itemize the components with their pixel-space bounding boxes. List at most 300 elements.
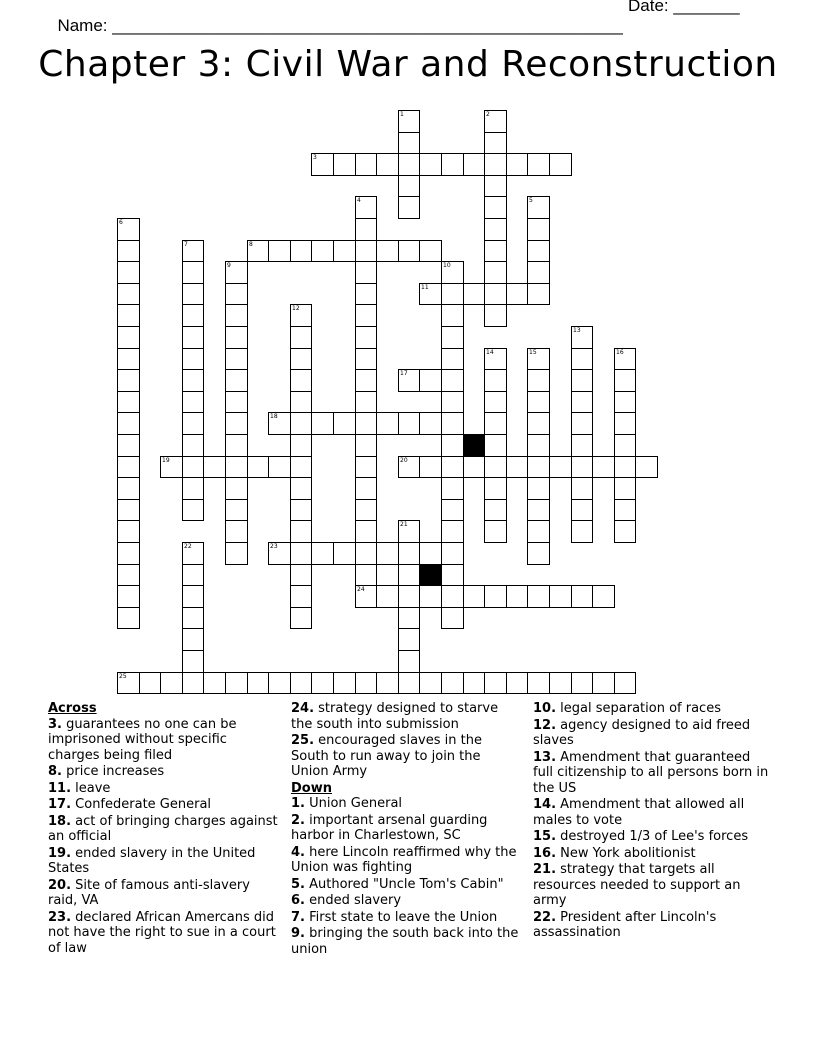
clue-item bbox=[533, 846, 773, 862]
grid-cell[interactable] bbox=[182, 412, 204, 435]
grid-cell[interactable] bbox=[117, 477, 140, 500]
grid-cell[interactable] bbox=[571, 672, 593, 694]
grid-cell[interactable] bbox=[484, 477, 507, 500]
grid-cell[interactable] bbox=[333, 240, 356, 262]
grid-cell[interactable] bbox=[225, 391, 248, 413]
grid-cell[interactable] bbox=[441, 261, 464, 284]
clue-item-number: 25. bbox=[291, 733, 315, 748]
grid-cell[interactable] bbox=[117, 564, 140, 586]
grid-cell[interactable] bbox=[182, 369, 204, 392]
grid-cell[interactable] bbox=[484, 672, 507, 694]
grid-cell[interactable] bbox=[203, 672, 226, 694]
grid-cell[interactable] bbox=[182, 326, 204, 349]
grid-cell[interactable] bbox=[117, 585, 140, 608]
clue-item-text: Amendment that guaranteed full citizenship to all persons born in the US bbox=[533, 749, 769, 796]
grid-cell[interactable] bbox=[614, 499, 636, 521]
clue-item bbox=[48, 781, 278, 797]
grid-cell[interactable] bbox=[549, 672, 572, 694]
clue-item-number: 5. bbox=[291, 876, 305, 892]
clue-item bbox=[533, 701, 773, 717]
grid-cell[interactable] bbox=[117, 607, 140, 629]
grid-cell[interactable] bbox=[247, 240, 269, 262]
grid-cell[interactable] bbox=[355, 326, 377, 349]
clue-item bbox=[48, 910, 278, 957]
clue-item-text: legal separation of races bbox=[556, 701, 721, 716]
grid-cell[interactable] bbox=[398, 175, 420, 197]
grid-cell[interactable] bbox=[484, 585, 507, 608]
grid-cell[interactable] bbox=[182, 283, 204, 305]
grid-cell[interactable] bbox=[484, 304, 507, 327]
grid-cell[interactable] bbox=[182, 456, 204, 478]
grid-cell[interactable] bbox=[290, 477, 312, 500]
clue-item-number: 8. bbox=[48, 764, 62, 779]
grid-cell[interactable] bbox=[182, 628, 204, 651]
clues-column-1 bbox=[48, 701, 278, 957]
grid-cell[interactable] bbox=[506, 672, 528, 694]
grid-cell[interactable] bbox=[376, 240, 399, 262]
grid-cell[interactable] bbox=[441, 434, 464, 457]
grid-cell[interactable] bbox=[614, 456, 636, 478]
clue-item-text: declared African Amercans did not have the right to sue in a court of law bbox=[48, 909, 276, 956]
grid-cell[interactable] bbox=[441, 672, 464, 694]
grid-cell[interactable] bbox=[290, 542, 312, 565]
grid-cell[interactable] bbox=[441, 499, 464, 521]
grid-cell[interactable] bbox=[311, 240, 334, 262]
clue-number: 9 bbox=[227, 262, 231, 269]
grid-cell[interactable] bbox=[614, 348, 636, 370]
grid-cell[interactable] bbox=[182, 672, 204, 694]
grid-cell[interactable] bbox=[290, 434, 312, 457]
grid-cell[interactable] bbox=[355, 585, 377, 608]
clue-number: 2 bbox=[486, 111, 490, 118]
grid-cell[interactable] bbox=[398, 110, 420, 133]
clue-item bbox=[48, 764, 278, 780]
grid-cell[interactable] bbox=[290, 585, 312, 608]
clue-item-number: 12. bbox=[533, 717, 557, 733]
grid-cell[interactable] bbox=[290, 564, 312, 586]
grid-cell[interactable] bbox=[527, 585, 550, 608]
grid-cell[interactable] bbox=[398, 520, 420, 543]
grid-cell[interactable] bbox=[355, 240, 377, 262]
grid-cell[interactable] bbox=[376, 412, 399, 435]
grid-cell[interactable] bbox=[484, 240, 507, 262]
grid-cell[interactable] bbox=[592, 585, 615, 608]
grid-cell[interactable] bbox=[441, 283, 464, 305]
grid-cell[interactable] bbox=[355, 348, 377, 370]
grid-cell[interactable] bbox=[527, 196, 550, 219]
grid-cell[interactable] bbox=[441, 304, 464, 327]
grid-cell[interactable] bbox=[355, 304, 377, 327]
grid-cell[interactable] bbox=[225, 456, 248, 478]
grid-cell[interactable] bbox=[398, 564, 420, 586]
grid-cell[interactable] bbox=[441, 412, 464, 435]
clue-item bbox=[48, 814, 278, 845]
grid-cell[interactable] bbox=[398, 607, 420, 629]
grid-cell[interactable] bbox=[441, 456, 464, 478]
across-heading: Across bbox=[48, 701, 97, 716]
grid-cell[interactable] bbox=[527, 369, 550, 392]
grid-cell[interactable] bbox=[268, 672, 291, 694]
grid-cell[interactable] bbox=[463, 456, 485, 478]
grid-cell[interactable] bbox=[506, 283, 528, 305]
grid-cell[interactable] bbox=[290, 412, 312, 435]
clue-item-text: President after Lincoln's assassination bbox=[533, 909, 717, 940]
name-field[interactable]: Name: ______________________________________________________ bbox=[57, 16, 623, 35]
grid-cell[interactable] bbox=[398, 585, 420, 608]
grid-cell[interactable] bbox=[290, 304, 312, 327]
grid-cell[interactable] bbox=[355, 456, 377, 478]
grid-cell[interactable] bbox=[527, 391, 550, 413]
grid-cell[interactable] bbox=[527, 499, 550, 521]
grid-cell[interactable] bbox=[117, 391, 140, 413]
grid-cell[interactable] bbox=[506, 153, 528, 176]
clue-number: 25 bbox=[119, 673, 127, 680]
grid-cell[interactable] bbox=[290, 499, 312, 521]
grid-cell[interactable] bbox=[182, 542, 204, 565]
grid-cell[interactable] bbox=[398, 672, 420, 694]
grid-cell[interactable] bbox=[182, 304, 204, 327]
grid-cell[interactable] bbox=[419, 412, 442, 435]
grid-cell[interactable] bbox=[225, 477, 248, 500]
grid-cell[interactable] bbox=[527, 477, 550, 500]
grid-cell[interactable] bbox=[333, 412, 356, 435]
grid-cell[interactable] bbox=[398, 153, 420, 176]
clue-item-number: 13. bbox=[533, 749, 557, 765]
grid-cell[interactable] bbox=[355, 391, 377, 413]
grid-cell[interactable] bbox=[527, 434, 550, 457]
grid-cell[interactable] bbox=[290, 369, 312, 392]
grid-cell[interactable] bbox=[419, 283, 442, 305]
grid-cell[interactable] bbox=[355, 412, 377, 435]
grid-cell[interactable] bbox=[484, 520, 507, 543]
grid-cell[interactable] bbox=[225, 412, 248, 435]
grid-cell[interactable] bbox=[463, 153, 485, 176]
grid-cell[interactable] bbox=[311, 542, 334, 565]
grid-cell[interactable] bbox=[117, 434, 140, 457]
grid-cell[interactable] bbox=[484, 348, 507, 370]
grid-cell[interactable] bbox=[527, 520, 550, 543]
grid-cell[interactable] bbox=[527, 218, 550, 241]
clue-number: 4 bbox=[357, 197, 361, 204]
clue-item-number: 15. bbox=[533, 829, 557, 844]
grid-cell[interactable] bbox=[355, 283, 377, 305]
clue-item bbox=[48, 717, 278, 764]
grid-cell[interactable] bbox=[182, 477, 204, 500]
clue-item-text: guarantees no one can be imprisoned without specific charges being filed bbox=[48, 716, 237, 763]
grid-cell[interactable] bbox=[571, 499, 593, 521]
grid-cell[interactable] bbox=[571, 348, 593, 370]
clue-item bbox=[291, 893, 521, 909]
grid-cell[interactable] bbox=[398, 542, 420, 565]
grid-cell[interactable] bbox=[333, 542, 356, 565]
grid-cell[interactable] bbox=[484, 412, 507, 435]
grid-cell[interactable] bbox=[614, 391, 636, 413]
grid-cell[interactable] bbox=[571, 369, 593, 392]
grid-cell[interactable] bbox=[441, 153, 464, 176]
grid-cell[interactable] bbox=[527, 672, 550, 694]
grid-cell[interactable] bbox=[527, 153, 550, 176]
grid-cell[interactable] bbox=[398, 240, 420, 262]
grid-cell[interactable] bbox=[527, 456, 550, 478]
grid-cell[interactable] bbox=[160, 456, 183, 478]
clue-item-text: destroyed 1/3 of Lee's forces bbox=[556, 829, 749, 844]
grid-cell[interactable] bbox=[419, 153, 442, 176]
grid-cell[interactable] bbox=[355, 477, 377, 500]
grid-cell[interactable] bbox=[419, 240, 442, 262]
grid-cell[interactable] bbox=[571, 326, 593, 349]
grid-cell[interactable] bbox=[527, 240, 550, 262]
black-block-cell bbox=[419, 564, 442, 586]
grid-cell[interactable] bbox=[117, 520, 140, 543]
grid-cell[interactable] bbox=[463, 585, 485, 608]
grid-cell[interactable] bbox=[549, 456, 572, 478]
clue-item-number: 21. bbox=[533, 862, 557, 877]
grid-cell[interactable] bbox=[506, 456, 528, 478]
grid-cell[interactable] bbox=[333, 153, 356, 176]
grid-cell[interactable] bbox=[355, 499, 377, 521]
grid-cell[interactable] bbox=[311, 412, 334, 435]
grid-cell[interactable] bbox=[182, 499, 204, 521]
grid-cell[interactable] bbox=[290, 240, 312, 262]
grid-cell[interactable] bbox=[441, 391, 464, 413]
grid-cell[interactable] bbox=[182, 434, 204, 457]
grid-cell[interactable] bbox=[117, 326, 140, 349]
grid-cell[interactable] bbox=[376, 153, 399, 176]
grid-cell[interactable] bbox=[247, 672, 269, 694]
grid-cell[interactable] bbox=[441, 477, 464, 500]
grid-cell[interactable] bbox=[484, 153, 507, 176]
grid-cell[interactable] bbox=[355, 261, 377, 284]
clue-item bbox=[291, 701, 521, 732]
grid-cell[interactable] bbox=[484, 196, 507, 219]
clue-item-number: 2. bbox=[291, 812, 305, 828]
grid-cell[interactable] bbox=[117, 283, 140, 305]
grid-cell[interactable] bbox=[398, 628, 420, 651]
grid-cell[interactable] bbox=[506, 585, 528, 608]
grid-cell[interactable] bbox=[419, 456, 442, 478]
grid-cell[interactable] bbox=[571, 585, 593, 608]
grid-cell[interactable] bbox=[355, 196, 377, 219]
grid-cell[interactable] bbox=[441, 369, 464, 392]
grid-cell[interactable] bbox=[355, 542, 377, 565]
grid-cell[interactable] bbox=[268, 542, 291, 565]
grid-cell[interactable] bbox=[441, 520, 464, 543]
grid-cell[interactable] bbox=[419, 369, 442, 392]
grid-cell[interactable] bbox=[484, 369, 507, 392]
clue-number: 21 bbox=[400, 521, 408, 528]
grid-cell[interactable] bbox=[614, 672, 636, 694]
grid-cell[interactable] bbox=[571, 520, 593, 543]
grid-cell[interactable] bbox=[333, 672, 356, 694]
grid-cell[interactable] bbox=[268, 412, 291, 435]
grid-cell[interactable] bbox=[571, 477, 593, 500]
clue-number: 22 bbox=[184, 543, 192, 550]
grid-cell[interactable] bbox=[484, 175, 507, 197]
grid-cell[interactable] bbox=[441, 564, 464, 586]
grid-cell[interactable] bbox=[290, 326, 312, 349]
grid-cell[interactable] bbox=[117, 499, 140, 521]
grid-cell[interactable] bbox=[571, 412, 593, 435]
grid-cell[interactable] bbox=[182, 650, 204, 673]
grid-cell[interactable] bbox=[290, 520, 312, 543]
clue-item-text: important arsenal guarding harbor in Charlestown, SC bbox=[291, 812, 488, 843]
grid-cell[interactable] bbox=[117, 412, 140, 435]
grid-cell[interactable] bbox=[376, 585, 399, 608]
grid-cell[interactable] bbox=[117, 348, 140, 370]
grid-cell[interactable] bbox=[398, 132, 420, 154]
clues-column-2 bbox=[291, 701, 521, 958]
date-field[interactable]: Date: _______ bbox=[628, 0, 740, 15]
grid-cell[interactable] bbox=[290, 672, 312, 694]
grid-cell[interactable] bbox=[441, 326, 464, 349]
grid-cell[interactable] bbox=[225, 348, 248, 370]
grid-cell[interactable] bbox=[182, 564, 204, 586]
clues-column-3 bbox=[533, 701, 773, 942]
grid-cell[interactable] bbox=[441, 542, 464, 565]
grid-cell[interactable] bbox=[398, 650, 420, 673]
grid-cell[interactable] bbox=[290, 348, 312, 370]
grid-cell[interactable] bbox=[441, 348, 464, 370]
clue-item bbox=[533, 829, 773, 845]
grid-cell[interactable] bbox=[549, 153, 572, 176]
grid-cell[interactable] bbox=[549, 585, 572, 608]
grid-cell[interactable] bbox=[527, 542, 550, 565]
grid-cell[interactable] bbox=[268, 240, 291, 262]
grid-cell[interactable] bbox=[484, 499, 507, 521]
grid-cell[interactable] bbox=[290, 456, 312, 478]
grid-cell[interactable] bbox=[117, 240, 140, 262]
grid-cell[interactable] bbox=[225, 434, 248, 457]
grid-cell[interactable] bbox=[484, 283, 507, 305]
grid-cell[interactable] bbox=[290, 391, 312, 413]
grid-cell[interactable] bbox=[592, 672, 615, 694]
grid-cell[interactable] bbox=[614, 412, 636, 435]
grid-cell[interactable] bbox=[484, 132, 507, 154]
clue-number: 14 bbox=[486, 349, 494, 356]
grid-cell[interactable] bbox=[527, 261, 550, 284]
grid-cell[interactable] bbox=[398, 412, 420, 435]
clue-item-number: 14. bbox=[533, 797, 557, 812]
grid-cell[interactable] bbox=[225, 369, 248, 392]
grid-cell[interactable] bbox=[117, 218, 140, 241]
grid-cell[interactable] bbox=[225, 672, 248, 694]
grid-cell[interactable] bbox=[592, 456, 615, 478]
grid-cell[interactable] bbox=[117, 369, 140, 392]
grid-cell[interactable] bbox=[225, 542, 248, 565]
grid-cell[interactable] bbox=[571, 456, 593, 478]
grid-cell[interactable] bbox=[355, 218, 377, 241]
grid-cell[interactable] bbox=[182, 585, 204, 608]
grid-cell[interactable] bbox=[398, 196, 420, 219]
grid-cell[interactable] bbox=[527, 348, 550, 370]
grid-cell[interactable] bbox=[376, 672, 399, 694]
grid-cell[interactable] bbox=[247, 456, 269, 478]
grid-cell[interactable] bbox=[635, 456, 658, 478]
clue-number: 16 bbox=[616, 349, 624, 356]
grid-cell[interactable] bbox=[117, 672, 140, 694]
grid-cell[interactable] bbox=[290, 607, 312, 629]
clue-item-number: 22. bbox=[533, 909, 557, 925]
clue-item-number: 3. bbox=[48, 716, 62, 732]
grid-cell[interactable] bbox=[571, 434, 593, 457]
grid-cell[interactable] bbox=[139, 672, 161, 694]
grid-cell[interactable] bbox=[484, 218, 507, 241]
clue-item bbox=[291, 926, 521, 957]
clue-number: 23 bbox=[270, 543, 278, 550]
grid-cell[interactable] bbox=[355, 564, 377, 586]
clue-item bbox=[291, 845, 521, 876]
grid-cell[interactable] bbox=[225, 520, 248, 543]
grid-cell[interactable] bbox=[376, 542, 399, 565]
grid-cell[interactable] bbox=[419, 672, 442, 694]
grid-cell[interactable] bbox=[355, 434, 377, 457]
clue-item bbox=[533, 797, 773, 828]
grid-cell[interactable] bbox=[398, 369, 420, 392]
grid-cell[interactable] bbox=[160, 672, 183, 694]
grid-cell[interactable] bbox=[182, 348, 204, 370]
clue-number: 15 bbox=[529, 349, 537, 356]
grid-cell[interactable] bbox=[311, 153, 334, 176]
grid-cell[interactable] bbox=[398, 456, 420, 478]
grid-cell[interactable] bbox=[571, 391, 593, 413]
grid-cell[interactable] bbox=[117, 542, 140, 565]
grid-cell[interactable] bbox=[484, 261, 507, 284]
grid-cell[interactable] bbox=[484, 110, 507, 133]
grid-cell[interactable] bbox=[441, 585, 464, 608]
grid-cell[interactable] bbox=[117, 456, 140, 478]
grid-cell[interactable] bbox=[355, 672, 377, 694]
grid-cell[interactable] bbox=[614, 369, 636, 392]
clue-item-number: 23. bbox=[48, 909, 72, 925]
grid-cell[interactable] bbox=[614, 477, 636, 500]
clue-item-text: strategy that targets all resources needed to support an army bbox=[533, 862, 741, 908]
grid-cell[interactable] bbox=[182, 391, 204, 413]
grid-cell[interactable] bbox=[527, 283, 550, 305]
clue-item bbox=[291, 813, 521, 844]
grid-cell[interactable] bbox=[182, 607, 204, 629]
grid-cell[interactable] bbox=[419, 542, 442, 565]
grid-cell[interactable] bbox=[117, 304, 140, 327]
grid-cell[interactable] bbox=[355, 369, 377, 392]
grid-cell[interactable] bbox=[182, 261, 204, 284]
clue-item-number: 19. bbox=[48, 845, 72, 861]
grid-cell[interactable] bbox=[182, 240, 204, 262]
grid-cell[interactable] bbox=[463, 283, 485, 305]
grid-cell[interactable] bbox=[311, 672, 334, 694]
grid-cell[interactable] bbox=[225, 499, 248, 521]
grid-cell[interactable] bbox=[355, 153, 377, 176]
grid-cell[interactable] bbox=[614, 520, 636, 543]
grid-cell[interactable] bbox=[527, 412, 550, 435]
grid-cell[interactable] bbox=[484, 456, 507, 478]
grid-cell[interactable] bbox=[355, 520, 377, 543]
grid-cell[interactable] bbox=[225, 326, 248, 349]
grid-cell[interactable] bbox=[441, 607, 464, 629]
grid-cell[interactable] bbox=[614, 434, 636, 457]
clue-number: 7 bbox=[184, 241, 188, 248]
clue-item-number: 10. bbox=[533, 701, 557, 716]
grid-cell[interactable] bbox=[225, 304, 248, 327]
grid-cell[interactable] bbox=[268, 456, 291, 478]
grid-cell[interactable] bbox=[117, 261, 140, 284]
grid-cell[interactable] bbox=[463, 672, 485, 694]
grid-cell[interactable] bbox=[484, 391, 507, 413]
grid-cell[interactable] bbox=[225, 283, 248, 305]
grid-cell[interactable] bbox=[419, 585, 442, 608]
grid-cell[interactable] bbox=[484, 434, 507, 457]
grid-cell[interactable] bbox=[203, 456, 226, 478]
grid-cell[interactable] bbox=[225, 261, 248, 284]
